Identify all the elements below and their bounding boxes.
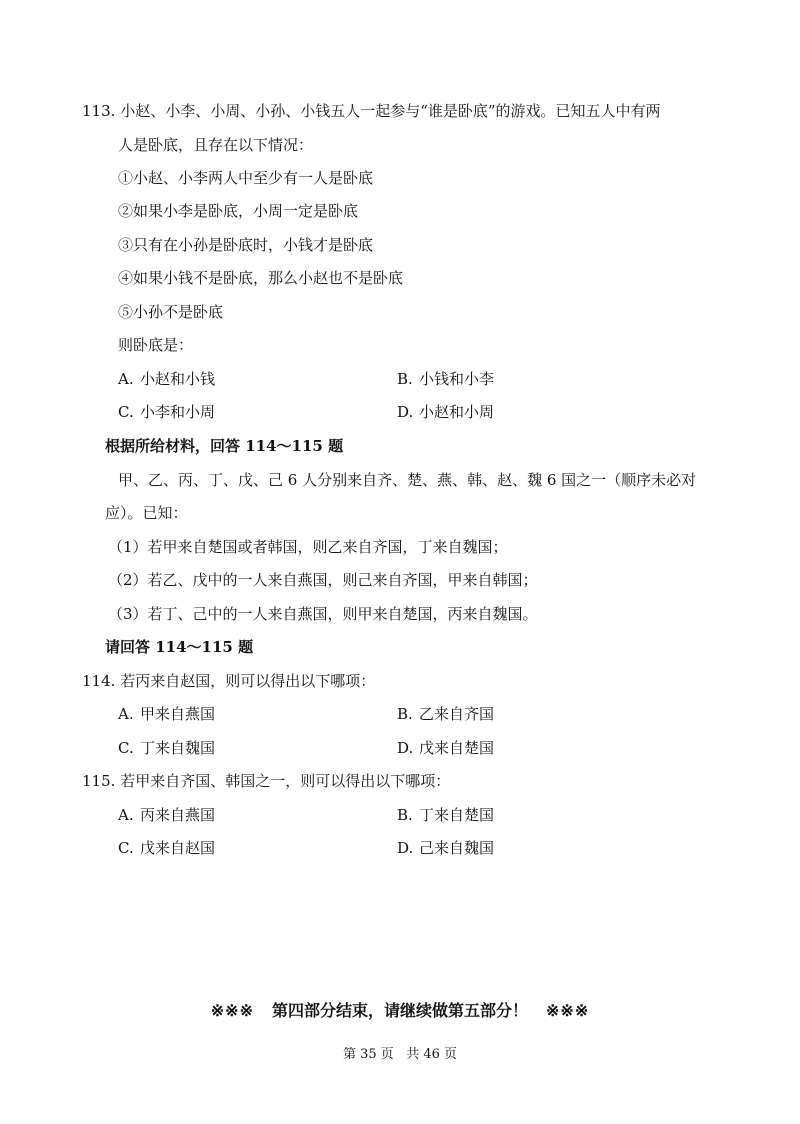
q113-condition-2: ②如果小李是卧底，小周一定是卧底 xyxy=(118,202,359,220)
q115-option-a[interactable] xyxy=(118,805,215,825)
q114-option-b[interactable] xyxy=(397,704,494,724)
q115-option-b[interactable] xyxy=(397,805,494,825)
material-heading: 根据所给材料，回答 114～115 题 xyxy=(105,437,344,455)
option-label: B. xyxy=(397,705,413,723)
option-text: 甲来自燕国 xyxy=(140,705,216,723)
q114-option-d[interactable] xyxy=(397,738,494,758)
q113-number: 113. xyxy=(82,102,116,120)
q113-option-c[interactable] xyxy=(118,402,215,422)
q113-option-b[interactable] xyxy=(397,369,494,389)
option-text: 丙来自燕国 xyxy=(140,806,216,824)
q115-number: 115. xyxy=(82,772,116,790)
q113-stem-line1 xyxy=(82,101,661,121)
option-text: 戊来自楚国 xyxy=(419,739,495,757)
banner-stars-left: ※※※ xyxy=(210,1001,254,1020)
option-text: 小李和小周 xyxy=(140,403,216,421)
option-label: C. xyxy=(118,739,134,757)
page-footer: 第 35 页 共 46 页 xyxy=(342,1047,457,1062)
option-label: B. xyxy=(397,370,413,388)
option-label: C. xyxy=(118,403,134,421)
q114-option-a[interactable] xyxy=(118,704,215,724)
option-text: 己来自魏国 xyxy=(419,839,495,857)
banner-stars-right: ※※※ xyxy=(546,1001,590,1020)
option-label: D. xyxy=(397,403,414,421)
banner-text: 第四部分结束，请继续做第五部分！ xyxy=(271,1001,528,1020)
q113-stem-line2: 人是卧底，且存在以下情况： xyxy=(118,136,314,154)
material-condition-1: （1）若甲来自楚国或者韩国，则乙来自齐国，丁来自魏国； xyxy=(108,538,508,556)
q113-option-a[interactable] xyxy=(118,369,215,389)
q113-condition-5: ⑤小孙不是卧底 xyxy=(118,303,224,321)
option-label: D. xyxy=(397,739,414,757)
option-text: 小赵和小周 xyxy=(419,403,495,421)
material-intro-line1: 甲、乙、丙、丁、戊、己 6 人分别来自齐、楚、燕、韩、赵、魏 6 国之一（顺序未必对 xyxy=(118,471,697,489)
material-intro-line2: 应）。已知： xyxy=(105,504,188,522)
option-label: D. xyxy=(397,839,414,857)
q113-ask: 则卧底是： xyxy=(118,336,194,354)
option-label: A. xyxy=(118,370,134,388)
q115-option-d[interactable] xyxy=(397,838,494,858)
q113-condition-1: ①小赵、小李两人中至少有一人是卧底 xyxy=(118,169,374,187)
option-label: C. xyxy=(118,839,134,857)
q115-option-c[interactable] xyxy=(118,838,215,858)
q114-option-c[interactable] xyxy=(118,738,215,758)
material-condition-2: （2）若乙、戊中的一人来自燕国，则己来自齐国，甲来自韩国； xyxy=(108,571,538,589)
q115-stem-text: 若甲来自齐国、韩国之一，则可以得出以下哪项： xyxy=(120,772,451,790)
q113-option-d[interactable] xyxy=(397,402,494,422)
option-text: 小钱和小李 xyxy=(419,370,495,388)
option-text: 丁来自魏国 xyxy=(140,739,216,757)
option-text: 小赵和小钱 xyxy=(140,370,216,388)
q113-condition-3: ③只有在小孙是卧底时，小钱才是卧底 xyxy=(118,236,374,254)
q113-condition-4: ④如果小钱不是卧底，那么小赵也不是卧底 xyxy=(118,269,404,287)
material-condition-3: （3）若丁、己中的一人来自燕国，则甲来自楚国，丙来自魏国。 xyxy=(108,605,538,623)
option-label: A. xyxy=(118,705,134,723)
q114-stem-text: 若丙来自赵国，则可以得出以下哪项： xyxy=(120,672,376,690)
q114-number: 114. xyxy=(82,672,116,690)
section-end-banner xyxy=(0,1000,800,1022)
q115-stem xyxy=(82,771,450,791)
option-text: 戊来自赵国 xyxy=(140,839,216,857)
q114-stem xyxy=(82,671,375,691)
option-label: B. xyxy=(397,806,413,824)
option-text: 丁来自楚国 xyxy=(419,806,495,824)
option-text: 乙来自齐国 xyxy=(419,705,495,723)
option-label: A. xyxy=(118,806,134,824)
q113-stem-text: 小赵、小李、小周、小孙、小钱五人一起参与“谁是卧底”的游戏。已知五人中有两 xyxy=(120,102,661,120)
material-prompt: 请回答 114～115 题 xyxy=(105,638,254,656)
